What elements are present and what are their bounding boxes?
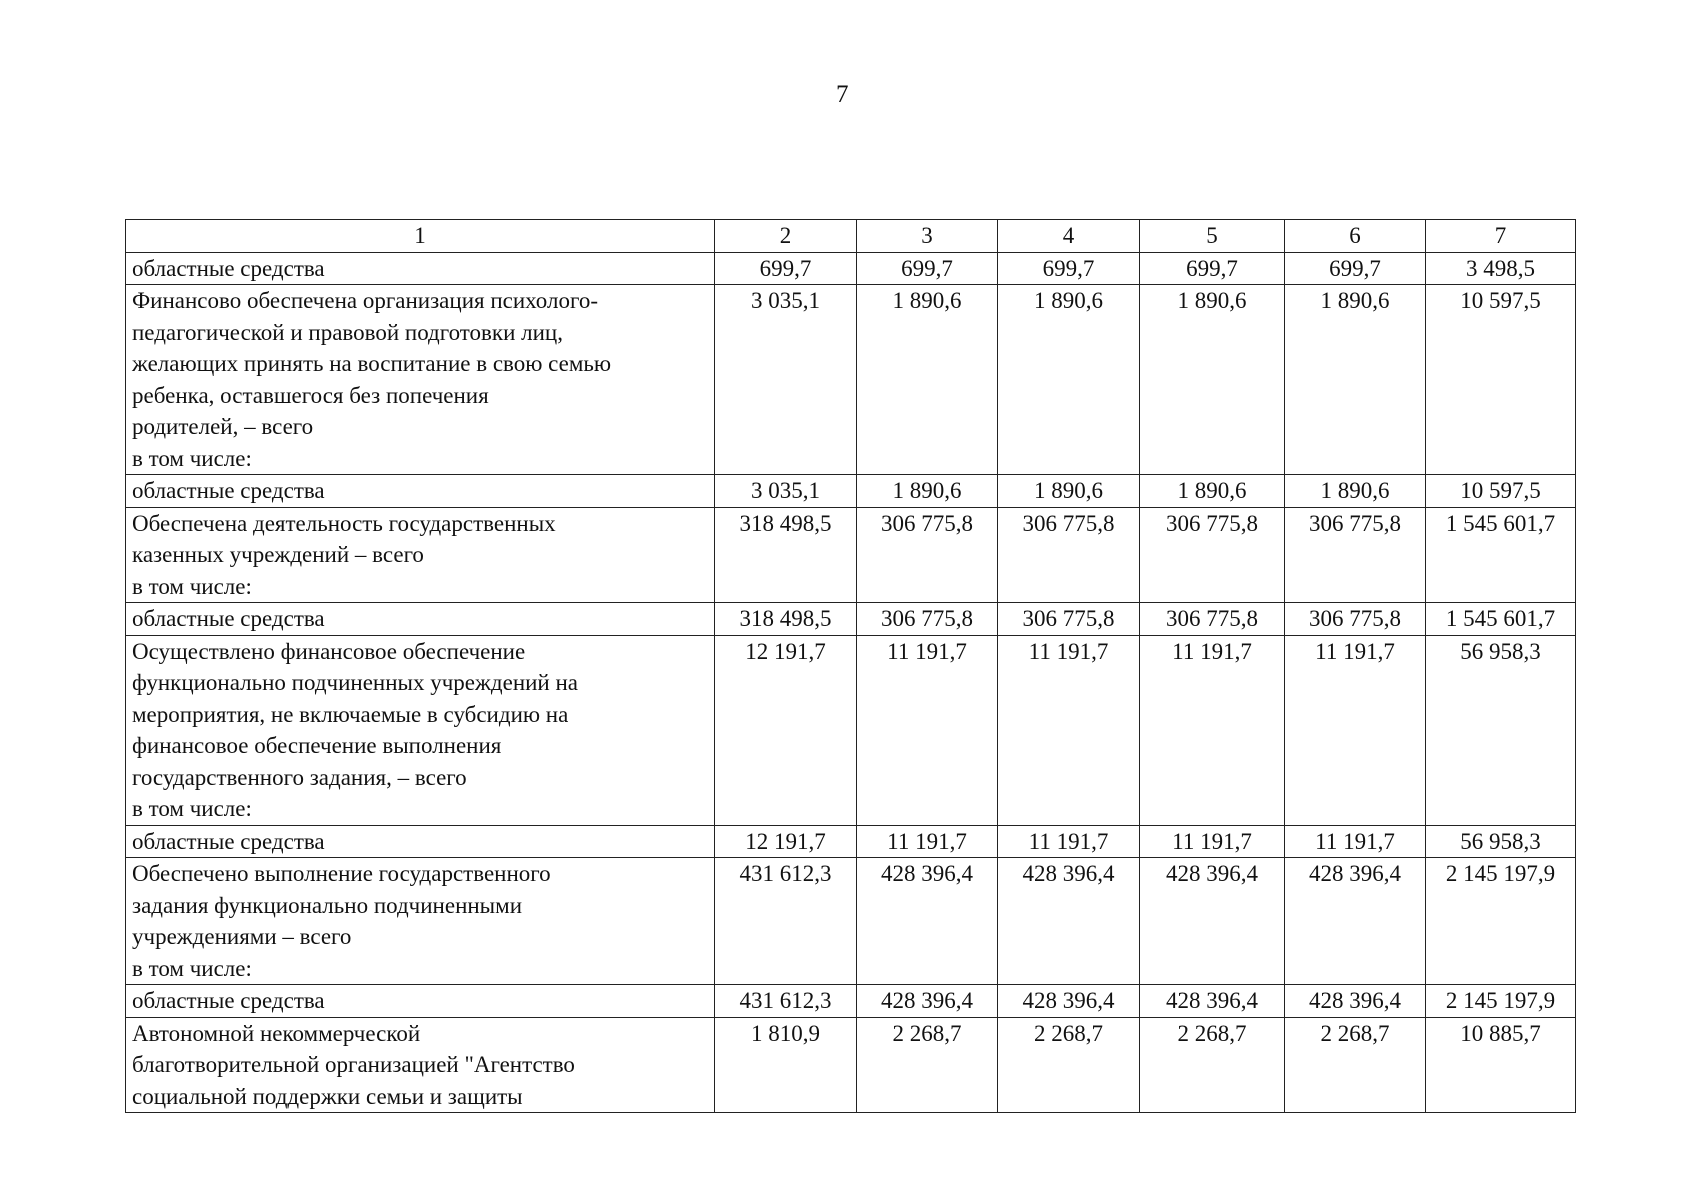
value-cell: 2 268,7 [998,1017,1140,1113]
value-cell: 428 396,4 [857,985,998,1018]
table-row [126,825,1576,858]
page-number: 7 [836,81,849,108]
value-cell: 2 145 197,9 [1426,985,1576,1018]
table-body [126,220,1576,1113]
value-cell: 699,7 [998,252,1140,285]
value-cell: 1 810,9 [715,1017,857,1113]
value-cell: 306 775,8 [1285,603,1426,636]
value-cell: 306 775,8 [857,507,998,603]
column-number-cell: 6 [1285,220,1426,253]
table-row [126,635,1576,825]
row-label-cell: областные средства [126,603,715,636]
value-cell: 3 035,1 [715,285,857,475]
value-cell: 56 958,3 [1426,825,1576,858]
row-label-cell: областные средства [126,985,715,1018]
table-row [126,603,1576,636]
row-label-cell: Осуществлено финансовое обеспечение функционально подчиненных учреждений на мероприятия, не включаемые в субсидию на финансовое обеспечение выполнения государственного задания, – всего в том числе: [126,635,715,825]
column-number-cell: 2 [715,220,857,253]
value-cell: 12 191,7 [715,825,857,858]
value-cell: 11 191,7 [998,635,1140,825]
table-row [126,475,1576,508]
value-cell: 1 890,6 [857,285,998,475]
value-cell: 428 396,4 [1285,985,1426,1018]
table-row [126,858,1576,985]
value-cell: 11 191,7 [1140,825,1285,858]
column-number-cell: 4 [998,220,1140,253]
value-cell: 428 396,4 [857,858,998,985]
column-number-cell: 1 [126,220,715,253]
value-cell: 1 890,6 [1285,285,1426,475]
value-cell: 1 545 601,7 [1426,603,1576,636]
value-cell: 1 890,6 [998,475,1140,508]
row-label-cell: областные средства [126,252,715,285]
value-cell: 56 958,3 [1426,635,1576,825]
value-cell: 699,7 [1285,252,1426,285]
value-cell: 428 396,4 [998,985,1140,1018]
value-cell: 699,7 [715,252,857,285]
value-cell: 306 775,8 [857,603,998,636]
budget-table [125,219,1576,1113]
value-cell: 10 597,5 [1426,475,1576,508]
value-cell: 12 191,7 [715,635,857,825]
value-cell: 306 775,8 [1140,603,1285,636]
row-label-cell: Обеспечена деятельность государственных казенных учреждений – всего в том числе: [126,507,715,603]
column-number-cell: 3 [857,220,998,253]
value-cell: 3 498,5 [1426,252,1576,285]
value-cell: 428 396,4 [1140,858,1285,985]
value-cell: 11 191,7 [857,635,998,825]
value-cell: 3 035,1 [715,475,857,508]
table-row [126,285,1576,475]
value-cell: 699,7 [1140,252,1285,285]
row-label-cell: Автономной некоммерческой благотворительной организацией "Агентство социальной поддержки семьи и защиты [126,1017,715,1113]
value-cell: 1 890,6 [998,285,1140,475]
value-cell: 306 775,8 [1140,507,1285,603]
row-label-cell: Обеспечено выполнение государственного задания функционально подчиненными учреждениями – всего в том числе: [126,858,715,985]
value-cell: 1 890,6 [1140,475,1285,508]
value-cell: 1 890,6 [1285,475,1426,508]
value-cell: 2 268,7 [857,1017,998,1113]
value-cell: 431 612,3 [715,985,857,1018]
value-cell: 699,7 [857,252,998,285]
value-cell: 10 597,5 [1426,285,1576,475]
value-cell: 11 191,7 [1285,635,1426,825]
table-header-row [126,220,1576,253]
value-cell: 428 396,4 [1140,985,1285,1018]
value-cell: 1 545 601,7 [1426,507,1576,603]
value-cell: 2 145 197,9 [1426,858,1576,985]
table-row [126,507,1576,603]
table-row [126,1017,1576,1113]
value-cell: 306 775,8 [998,507,1140,603]
table-row [126,985,1576,1018]
value-cell: 11 191,7 [998,825,1140,858]
table-row [126,252,1576,285]
value-cell: 428 396,4 [1285,858,1426,985]
value-cell: 11 191,7 [1285,825,1426,858]
value-cell: 306 775,8 [998,603,1140,636]
value-cell: 11 191,7 [857,825,998,858]
row-label-cell: Финансово обеспечена организация психолого- педагогической и правовой подготовки лиц, желающих принять на воспитание в свою семью ребенка, оставшегося без попечения родителей, – всего в том числе: [126,285,715,475]
value-cell: 1 890,6 [857,475,998,508]
value-cell: 1 890,6 [1140,285,1285,475]
value-cell: 11 191,7 [1140,635,1285,825]
value-cell: 2 268,7 [1140,1017,1285,1113]
value-cell: 318 498,5 [715,507,857,603]
value-cell: 10 885,7 [1426,1017,1576,1113]
value-cell: 431 612,3 [715,858,857,985]
row-label-cell: областные средства [126,825,715,858]
value-cell: 428 396,4 [998,858,1140,985]
value-cell: 306 775,8 [1285,507,1426,603]
column-number-cell: 5 [1140,220,1285,253]
value-cell: 2 268,7 [1285,1017,1426,1113]
value-cell: 318 498,5 [715,603,857,636]
row-label-cell: областные средства [126,475,715,508]
column-number-cell: 7 [1426,220,1576,253]
